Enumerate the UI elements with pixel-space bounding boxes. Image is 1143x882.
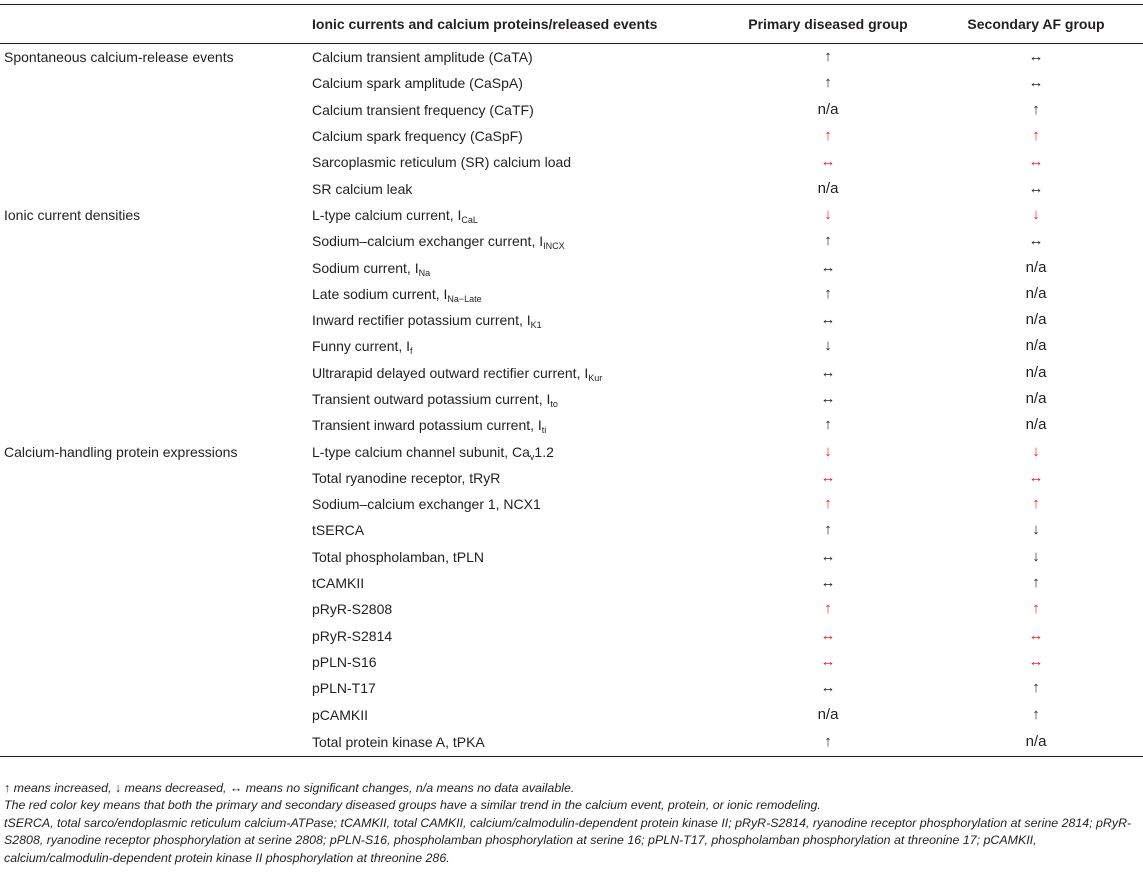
primary-value: n/a [817,100,839,118]
primary-value: ↑ [824,232,832,250]
row-label-text: Transient outward potassium current, I [312,391,551,407]
row-label-suffix: 1.2 [534,443,554,460]
group-cell-empty [0,70,310,96]
table-row [0,254,1143,280]
row-label [310,44,727,71]
row-label-subscript: K1 [530,320,542,331]
secondary-value: n/a [1025,284,1047,302]
group-cell-empty [0,675,310,701]
row-label [310,701,727,727]
group-cell-empty [0,544,310,570]
primary-value: ↔ [820,311,836,329]
row-label-text: Sodium–calcium exchanger 1, NCX1 [312,496,541,513]
row-label [310,307,727,333]
row-label-subscript: f [410,346,413,357]
row-label [310,333,727,359]
table-row [0,228,1143,254]
table-row [0,97,1143,123]
table-row [0,307,1143,333]
row-label [310,649,727,675]
row-label-text: pRyR-S2814 [312,627,393,644]
table-row [0,333,1143,359]
row-label [310,123,727,149]
group-cell-empty [0,97,310,123]
row-label [310,596,727,622]
row-label-subscript: to [550,399,558,409]
primary-value: ↑ [824,495,832,513]
row-label-text: Calcium spark frequency (CaSpF) [312,128,523,145]
row-label-text: Total ryanodine receptor, tRyR [312,469,501,486]
secondary-value: ↔ [1028,626,1044,644]
table-row [0,44,1143,71]
row-label-subscript: ti [541,425,547,436]
table-row [0,728,1143,757]
row-label [310,70,727,96]
row-label-text: L-type calcium channel subunit, Ca [312,443,530,460]
table-row [0,123,1143,149]
row-label [310,202,727,228]
table-footnotes [4,780,1140,867]
table-row [0,570,1143,596]
secondary-value: ↔ [1028,232,1044,250]
secondary-value: ↔ [1028,48,1044,66]
row-label-text: Late sodium current, I [312,285,448,302]
primary-value: ↑ [824,521,832,539]
data-table [0,4,1143,757]
primary-value: ↑ [824,74,832,92]
group-cell-empty [0,307,310,333]
row-label [310,623,727,649]
primary-value: ↔ [820,468,836,486]
row-label-text: Ultrarapid delayed outward rectifier current, I [312,364,589,381]
row-label-subscript: Kur [588,372,603,383]
row-label-subscript: Na−Late [447,293,482,304]
table-row [0,202,1143,228]
secondary-value: ↓ [1032,547,1040,565]
secondary-value: n/a [1025,390,1047,407]
row-label [310,465,727,491]
group-cell-empty [0,254,310,280]
primary-value: ↔ [820,679,836,697]
secondary-value: ↔ [1028,468,1044,486]
table-row [0,623,1143,649]
group-cell-empty [0,175,310,201]
row-label [310,254,727,280]
group-cell-empty [0,360,310,386]
primary-value: ↔ [820,153,836,171]
table-row [0,70,1143,96]
table-body [0,44,1143,757]
row-label [310,728,727,757]
table-row [0,149,1143,175]
table-row [0,675,1143,701]
group-cell-empty [0,623,310,649]
row-label-text: Sodium current, I [312,259,419,276]
primary-value: ↑ [824,127,832,145]
header-col1: Ionic currents and calcium proteins/released events [310,5,727,44]
table-row [0,438,1143,464]
row-label-text: Sarcoplasmic reticulum (SR) calcium load [312,154,572,171]
row-label [310,517,727,543]
table-row [0,517,1143,543]
group-label: Calcium-handling protein expressions [4,443,238,460]
table-row [0,544,1143,570]
secondary-value: ↔ [1028,153,1044,171]
secondary-value: ↑ [1032,495,1040,513]
primary-value: ↔ [820,574,836,592]
row-label-text: Inward rectifier potassium current, I [312,312,531,329]
secondary-value: ↑ [1032,574,1040,592]
primary-value: ↑ [727,728,929,757]
row-label-text: Transient inward potassium current, I [312,417,542,434]
primary-value: ↓ [824,205,832,223]
table-row [0,649,1143,675]
row-label [310,491,727,517]
row-label [310,544,727,570]
secondary-value: ↑ [1032,705,1040,723]
secondary-value: ↑ [1032,100,1040,118]
table-row [0,175,1143,201]
row-label-text: Sodium–calcium exchanger current, I [312,233,544,250]
primary-value: ↑ [824,416,832,434]
primary-value: ↑ [824,284,832,302]
primary-value: ↔ [820,547,836,565]
row-label-text: L-type calcium current, I [312,206,462,223]
group-cell-empty [0,123,310,149]
row-label-text: tCAMKII [312,575,365,592]
group-cell-empty [0,517,310,543]
group-cell-empty [0,412,310,438]
group-label: Ionic current densities [4,206,141,223]
group-cell-empty [0,228,310,254]
secondary-value: ↓ [1032,521,1040,539]
group-cell-empty [0,281,310,307]
table-row [0,701,1143,727]
secondary-value: ↑ [1032,600,1040,618]
row-label-text: Calcium spark amplitude (CaSpA) [312,75,523,92]
secondary-value: n/a [1025,337,1047,355]
secondary-value: ↔ [1028,179,1044,197]
row-label-text: Total phospholamban, tPLN [312,548,484,565]
row-label-text: tSERCA [312,522,365,539]
primary-value: ↑ [824,600,832,618]
group-label: Spontaneous calcium-release events [4,49,234,66]
table-row [0,596,1143,622]
group-cell-empty [0,333,310,359]
row-label [310,149,727,175]
red-key-note: The red color key means that both the primary and secondary diseased groups have a similar trend in the calcium event, protein, or ionic remodeling. [4,798,821,813]
row-label [310,570,727,596]
row-label-text: Total protein kinase A, tPKA [312,733,485,750]
group-cell-empty [0,149,310,175]
table-header-row [0,5,1143,44]
header-col2: Primary diseased group [727,5,929,44]
row-label [310,97,727,123]
secondary-value: ↓ [1032,442,1040,460]
table-row [0,491,1143,517]
table-row [0,360,1143,386]
row-label-subscript: v [529,451,535,462]
row-label-text: SR calcium leak [312,180,413,197]
table-row [0,412,1143,438]
row-label-text: Calcium transient frequency (CaTF) [312,101,534,118]
table-row [0,465,1143,491]
row-label [310,360,727,386]
row-label-subscript: INCX [543,241,565,252]
secondary-value: n/a [929,728,1143,757]
secondary-value: n/a [1025,363,1047,381]
secondary-value: ↑ [1032,127,1040,145]
primary-value: ↔ [820,390,836,407]
row-label [310,675,727,701]
row-label [310,175,727,201]
primary-value: ↔ [820,652,836,670]
group-cell-empty [0,386,310,412]
row-label [310,228,727,254]
secondary-value: n/a [1025,416,1047,434]
row-label-text: Calcium transient amplitude (CaTA) [312,49,533,66]
secondary-value: ↓ [1032,205,1040,223]
primary-value: ↓ [824,442,832,460]
secondary-value: ↔ [1028,74,1044,92]
group-cell-empty [0,465,310,491]
secondary-value: n/a [1025,258,1047,276]
table-row [0,386,1143,412]
row-label-text: Funny current, I [312,338,411,355]
row-label [310,386,727,412]
row-label-text: pCAMKII [312,706,369,723]
row-label [310,438,727,464]
primary-value: ↓ [824,337,832,355]
primary-value: n/a [817,179,839,197]
table-row [0,281,1143,307]
header-col3: Secondary AF group [929,5,1143,44]
group-cell-empty [0,728,310,757]
group-cell-empty [0,649,310,675]
group-cell-empty [0,491,310,517]
header-group-cell [0,5,310,44]
abbreviation-note: tSERCA, total sarco/endoplasmic reticulum calcium-ATPase; tCAMKII, total CAMKII, calcium/calmodulin-dependent protein kinase II; pRyR-S2814, ryanodine receptor phosphorylation at serine 2814; pRyR-S2808, ryanodine receptor phosphorylation at serine 2808; pPLN-S16, phospholamban phosphorylation at serine 16; pPLN-T17, phospholamban phosphorylation at threonine 17; pCAMKII, calcium/calmodulin-dependent protein kinase II phosphorylation at threonine 286. [4,815,1132,865]
primary-value: ↔ [820,363,836,381]
row-label-text: pRyR-S2808 [312,601,393,618]
secondary-value: n/a [1025,311,1047,329]
primary-value: ↔ [820,258,836,276]
row-label-subscript: Na [418,267,431,278]
group-cell-empty [0,596,310,622]
row-label [310,412,727,438]
row-label-text: pPLN-T17 [312,680,376,697]
legend-note: ↑ means increased, ↓ means decreased, ↔ means no significant changes, n/a means no data available. [4,781,575,795]
row-label-text: pPLN-S16 [312,653,377,670]
row-label-subscript: CaL [461,214,478,225]
group-cell-empty [0,701,310,727]
secondary-value: ↔ [1028,652,1044,670]
primary-value: ↑ [824,48,832,66]
row-label [310,281,727,307]
primary-value: n/a [817,705,839,723]
primary-value: ↔ [820,626,836,644]
group-cell-empty [0,570,310,596]
secondary-value: ↑ [1032,679,1040,697]
